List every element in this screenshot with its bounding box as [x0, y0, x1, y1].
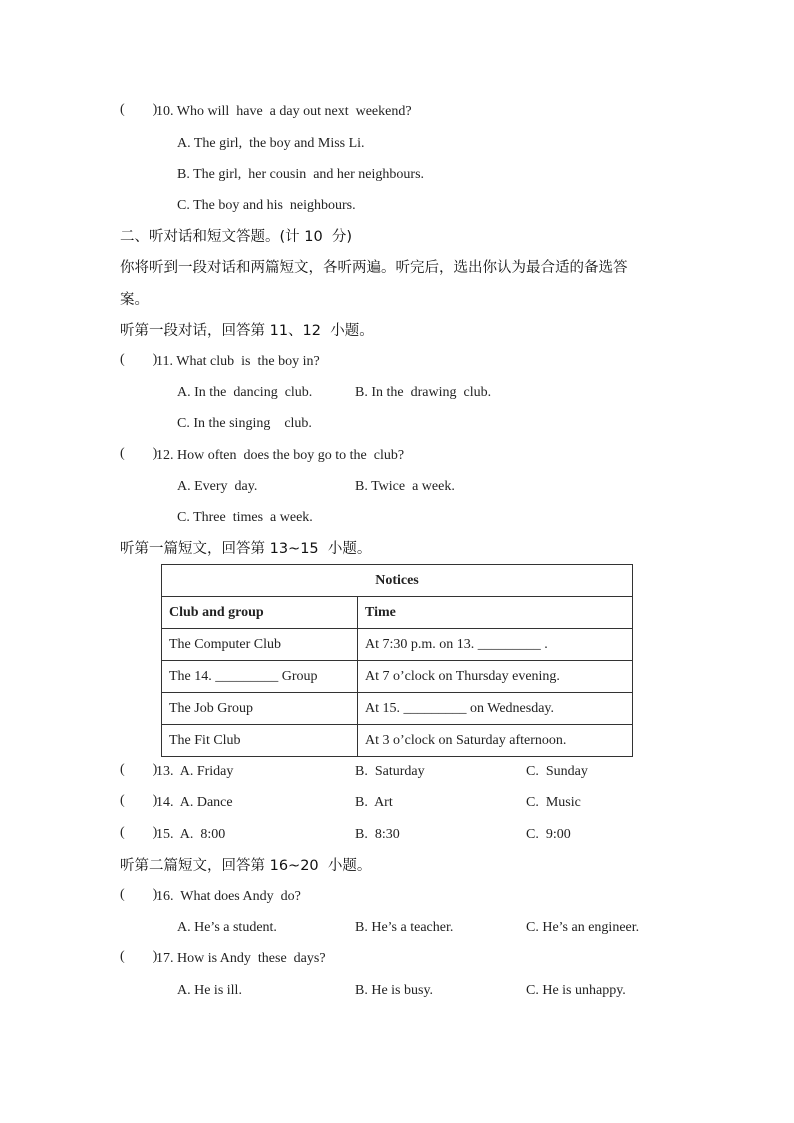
question-10-option-c: C. The boy and his neighbours.: [177, 198, 356, 213]
question-10-option-b: B. The girl, her cousin and her neighbours.: [177, 167, 425, 182]
question-17-option-b: B. He is busy.: [355, 983, 434, 998]
answer-blank-15: ( ): [120, 825, 158, 840]
question-16-option-c: C. He’s an engineer.: [526, 920, 640, 935]
question-17-option-c: C. He is unhappy.: [526, 983, 626, 998]
answer-blank-11: ( ): [120, 352, 158, 367]
answer-blank-14: ( ): [120, 793, 158, 808]
question-16-stem: 16. What does Andy do?: [156, 889, 301, 904]
question-11-option-c: C. In the singing club.: [177, 416, 312, 431]
answer-blank-17: ( ): [120, 949, 158, 964]
question-10-option-a: A. The girl, the boy and Miss Li.: [177, 136, 365, 151]
table-row: [162, 693, 633, 725]
passage-2-intro: 听第二篇短文，回答第 16~20 小题。: [120, 858, 372, 874]
notices-table: [161, 564, 633, 757]
table-cell: The Job Group: [162, 693, 358, 725]
answer-blank-12: ( ): [120, 446, 158, 461]
table-cell: The 14. _________ Group: [162, 661, 358, 693]
question-13-option-c: C. Sunday: [526, 764, 588, 779]
question-17-stem: 17. How is Andy these days?: [156, 951, 326, 966]
table-row: [162, 629, 633, 661]
answer-blank-16: ( ): [120, 887, 158, 902]
question-15-option-c: C. 9:00: [526, 827, 571, 842]
question-16-option-a: A. He’s a student.: [177, 920, 277, 935]
section-2-title: 二、听对话和短文答题。(计 10 分): [120, 229, 353, 245]
table-cell: At 3 o’clock on Saturday afternoon.: [358, 725, 633, 757]
question-11-option-b: B. In the drawing club.: [355, 385, 492, 400]
passage-1-intro: 听第一篇短文，回答第 13~15 小题。: [120, 541, 372, 557]
question-15-option-a: 15. A. 8:00: [156, 827, 226, 842]
section-2-instruction-line-1: 你将听到一段对话和两篇短文，各听两遍。听完后，选出你认为最合适的备选答: [120, 260, 628, 276]
question-13-option-a: 13. A. Friday: [156, 764, 234, 779]
table-cell: The Computer Club: [162, 629, 358, 661]
section-2-instruction-line-2: 案。: [120, 292, 149, 308]
question-14-option-c: C. Music: [526, 795, 581, 810]
answer-blank-13: ( ): [120, 762, 158, 777]
answer-blank-10: ( ): [120, 102, 158, 117]
column-header-club: Club and group: [162, 597, 358, 629]
table-cell: At 7:30 p.m. on 13. _________ .: [358, 629, 633, 661]
table-row: [162, 725, 633, 757]
question-16-option-b: B. He’s a teacher.: [355, 920, 454, 935]
question-13-option-b: B. Saturday: [355, 764, 425, 779]
table-row: [162, 661, 633, 693]
question-15-option-b: B. 8:30: [355, 827, 400, 842]
dialog-intro: 听第一段对话，回答第 11、12 小题。: [120, 323, 374, 339]
question-12-option-b: B. Twice a week.: [355, 479, 455, 494]
question-11-option-a: A. In the dancing club.: [177, 385, 313, 400]
table-cell: The Fit Club: [162, 725, 358, 757]
question-14-option-a: 14. A. Dance: [156, 795, 233, 810]
question-14-option-b: B. Art: [355, 795, 393, 810]
question-10-stem: 10. Who will have a day out next weekend?: [156, 104, 412, 119]
question-11-stem: 11. What club is the boy in?: [156, 354, 320, 369]
question-12-option-c: C. Three times a week.: [177, 510, 313, 525]
question-12-option-a: A. Every day.: [177, 479, 258, 494]
question-12-stem: 12. How often does the boy go to the club?: [156, 448, 405, 463]
question-17-option-a: A. He is ill.: [177, 983, 242, 998]
column-header-time: Time: [358, 597, 633, 629]
table-cell: At 7 o’clock on Thursday evening.: [358, 661, 633, 693]
notices-title: Notices: [162, 565, 633, 597]
table-cell: At 15. _________ on Wednesday.: [358, 693, 633, 725]
